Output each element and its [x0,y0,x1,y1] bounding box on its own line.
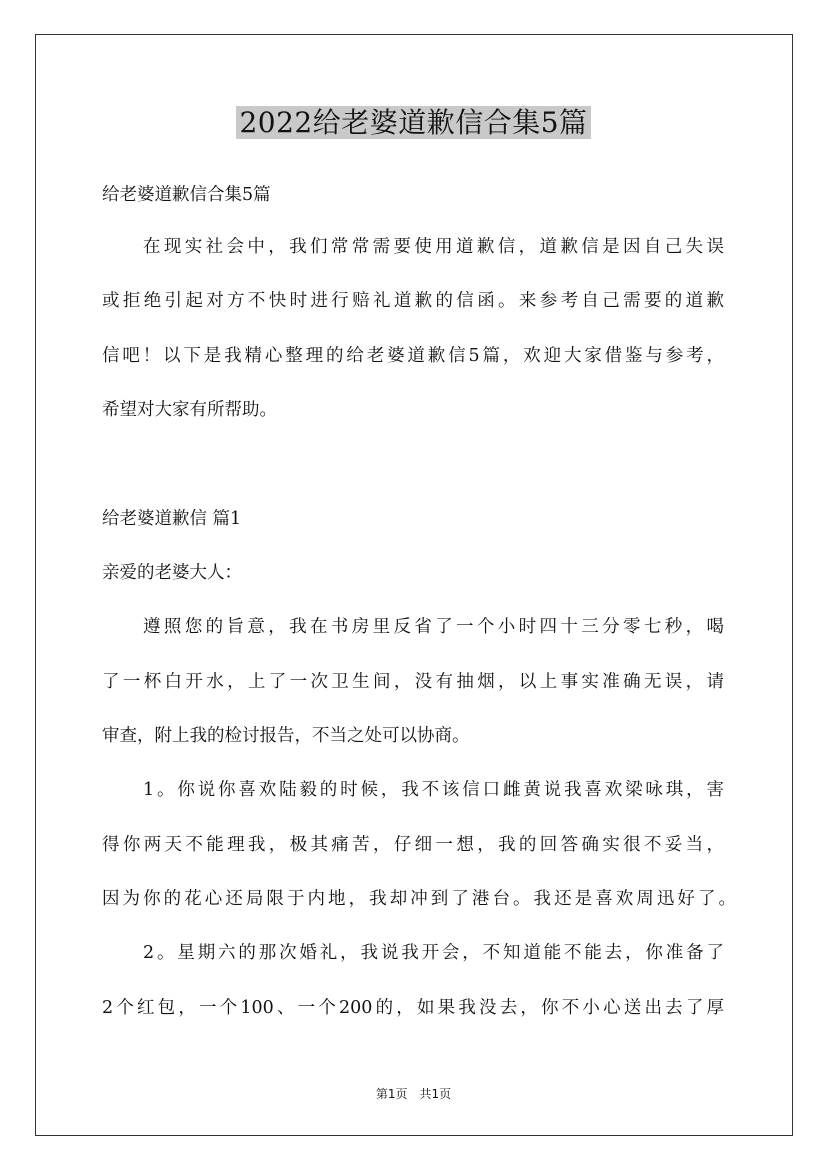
para1-line-2: 了一杯白开水，上了一次卫生间，没有抽烟，以上事实准确无误，请 [102,672,724,692]
para1-line-3: 审查，附上我的检讨报告，不当之处可以协商。 [102,726,470,746]
para3-line-2: 2个红包，一个100、一个200的，如果我没去，你不小心送出去了厚 [102,998,724,1018]
letter-salutation: 亲爱的老婆大人： [102,563,242,583]
para2-line-3: 因为你的花心还局限于内地，我却冲到了港台。我还是喜欢周迅好了。 [102,889,736,909]
para2-line-2: 得你两天不能理我，极其痛苦，仔细一想，我的回答确实很不妥当， [102,835,724,855]
intro-line-4: 希望对大家有所帮助。 [102,400,277,420]
section-heading: 给老婆道歉信 篇1 [102,509,242,529]
intro-line-1: 在现实社会中，我们常常需要使用道歉信，道歉信是因自己失误 [143,237,724,257]
para3-line-1: 2。星期六的那次婚礼，我说我开会，不知道能不能去，你准备了 [143,943,724,963]
para1-line-1: 遵照您的旨意，我在书房里反省了一个小时四十三分零七秒，喝 [143,617,724,637]
document-subtitle: 给老婆道歉信合集5篇 [102,185,271,205]
para2-line-1: 1。你说你喜欢陆毅的时候，我不该信口雌黄说我喜欢梁咏琪，害 [143,780,724,800]
intro-line-3: 信吧！以下是我精心整理的给老婆道歉信5篇，欢迎大家借鉴与参考， [102,346,724,366]
document-title: 2022给老婆道歉信合集5篇 [0,101,827,145]
page-footer: 第1页 共1页 [375,1087,452,1101]
intro-line-2: 或拒绝引起对方不快时进行赔礼道歉的信函。来参考自己需要的道歉 [102,291,724,311]
